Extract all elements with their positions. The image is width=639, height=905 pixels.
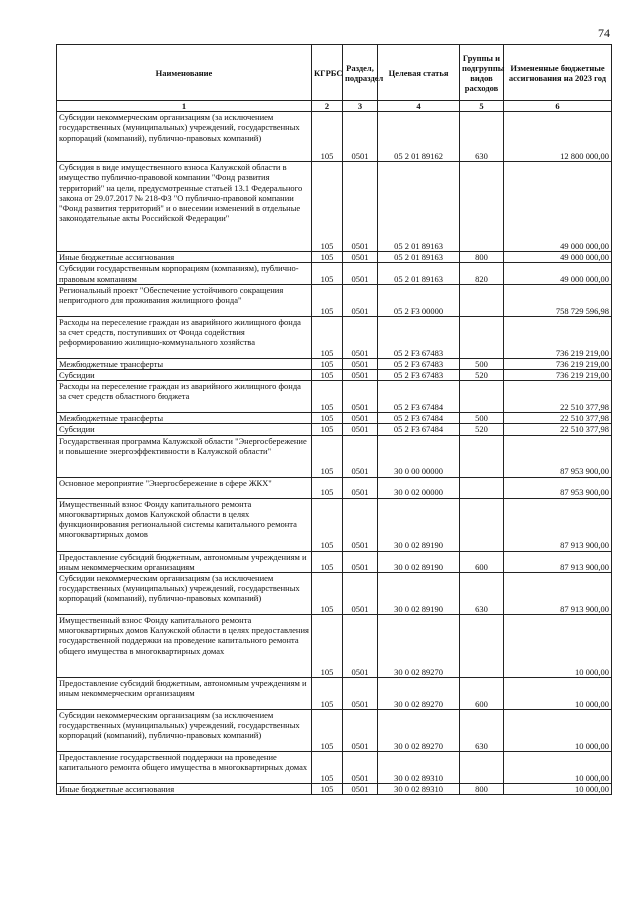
cell-group: 500: [460, 358, 504, 369]
cell-target: 30 0 02 00000: [378, 477, 460, 498]
cell-group: [460, 477, 504, 498]
cell-target: 05 2 01 89163: [378, 252, 460, 263]
cell-name: Иные бюджетные ассигнования: [57, 784, 312, 795]
table-row: [57, 413, 612, 424]
cell-group: [460, 615, 504, 678]
cell-group: 820: [460, 263, 504, 284]
cell-group: 500: [460, 413, 504, 424]
cell-amount: 10 000,00: [504, 710, 612, 752]
cell-target: 05 2 F3 67484: [378, 381, 460, 413]
cell-amount: 736 219 219,00: [504, 370, 612, 381]
cell-target: 05 2 F3 67484: [378, 424, 460, 435]
cell-amount: 49 000 000,00: [504, 263, 612, 284]
cell-amount: 87 913 900,00: [504, 573, 612, 615]
cell-group: 600: [460, 551, 504, 572]
cell-section: 0501: [343, 316, 378, 358]
cell-amount: 22 510 377,98: [504, 381, 612, 413]
cell-kgrbs: 105: [312, 678, 343, 710]
cell-group: [460, 498, 504, 551]
table-row: [57, 424, 612, 435]
cell-kgrbs: 105: [312, 162, 343, 252]
cell-amount: 10 000,00: [504, 784, 612, 795]
table-row: [57, 381, 612, 413]
cell-kgrbs: 105: [312, 424, 343, 435]
cell-name: Расходы на переселение граждан из аварийного жилищного фонда за счет средств, поступивших от Фонда содействия реформированию жилищно-коммунального хозяйства: [57, 316, 312, 358]
cell-amount: 10 000,00: [504, 615, 612, 678]
cell-kgrbs: 105: [312, 316, 343, 358]
cell-amount: 736 219 219,00: [504, 358, 612, 369]
table-row: [57, 784, 612, 795]
cell-name: Имущественный взнос Фонду капитального ремонта многоквартирных домов Калужской области в целях предоставления государственной поддержки на проведение капитального ремонта общего имущества в многоквартирных домах: [57, 615, 312, 678]
cell-group: 800: [460, 252, 504, 263]
cell-target: 30 0 02 89310: [378, 784, 460, 795]
header-group: Группы и подгруппы видов расходов: [460, 45, 504, 101]
header-amount: Измененные бюджетные ассигнования на 2023 год: [504, 45, 612, 101]
cell-section: 0501: [343, 498, 378, 551]
cell-kgrbs: 105: [312, 370, 343, 381]
cell-target: 30 0 00 00000: [378, 435, 460, 477]
cell-name: Имущественный взнос Фонду капитального ремонта многоквартирных домов Калужской области в целях функционирования региональной системы капитального ремонта многоквартирных домов: [57, 498, 312, 551]
column-number: 2: [312, 101, 343, 112]
cell-target: 30 0 02 89190: [378, 551, 460, 572]
cell-section: 0501: [343, 477, 378, 498]
cell-amount: 87 913 900,00: [504, 551, 612, 572]
column-number-row: [57, 101, 612, 112]
cell-group: 600: [460, 678, 504, 710]
cell-group: [460, 752, 504, 784]
cell-amount: 22 510 377,98: [504, 424, 612, 435]
cell-kgrbs: 105: [312, 413, 343, 424]
cell-section: 0501: [343, 162, 378, 252]
table-row: [57, 752, 612, 784]
table-row: [57, 710, 612, 752]
page-number: 74: [598, 26, 610, 40]
cell-amount: 12 800 000,00: [504, 112, 612, 162]
cell-group: 630: [460, 573, 504, 615]
cell-kgrbs: 105: [312, 784, 343, 795]
cell-target: 05 2 F3 67483: [378, 358, 460, 369]
cell-target: 05 2 F3 67483: [378, 316, 460, 358]
table-body: [57, 101, 612, 795]
column-number: 3: [343, 101, 378, 112]
cell-kgrbs: 105: [312, 710, 343, 752]
table-row: [57, 358, 612, 369]
cell-section: 0501: [343, 252, 378, 263]
cell-target: 30 0 02 89190: [378, 573, 460, 615]
cell-target: 05 2 F3 00000: [378, 284, 460, 316]
table-row: [57, 284, 612, 316]
cell-name: Субсидии государственным корпорациям (компаниям), публично-правовым компаниям: [57, 263, 312, 284]
cell-name: Межбюджетные трансферты: [57, 358, 312, 369]
cell-amount: 87 953 900,00: [504, 435, 612, 477]
table-row: [57, 112, 612, 162]
cell-amount: 87 953 900,00: [504, 477, 612, 498]
cell-section: 0501: [343, 615, 378, 678]
cell-section: 0501: [343, 284, 378, 316]
cell-kgrbs: 105: [312, 252, 343, 263]
cell-kgrbs: 105: [312, 263, 343, 284]
column-number: 6: [504, 101, 612, 112]
header-name: Наименование: [57, 45, 312, 101]
cell-kgrbs: 105: [312, 573, 343, 615]
cell-group: [460, 381, 504, 413]
cell-kgrbs: 105: [312, 435, 343, 477]
cell-name: Субсидии некоммерческим организациям (за исключением государственных (муниципальных) учреждений, государственных корпораций (компаний), публично-правовых компаний): [57, 710, 312, 752]
cell-group: 630: [460, 710, 504, 752]
header-kgrbs: КГРБС: [312, 45, 343, 101]
table-row: [57, 678, 612, 710]
header-target: Целевая статья: [378, 45, 460, 101]
cell-name: Межбюджетные трансферты: [57, 413, 312, 424]
cell-amount: 10 000,00: [504, 678, 612, 710]
cell-section: 0501: [343, 381, 378, 413]
cell-section: 0501: [343, 678, 378, 710]
cell-kgrbs: 105: [312, 752, 343, 784]
cell-amount: 736 219 219,00: [504, 316, 612, 358]
table-row: [57, 252, 612, 263]
table-row: [57, 316, 612, 358]
cell-amount: 49 000 000,00: [504, 162, 612, 252]
cell-name: Расходы на переселение граждан из аварийного жилищного фонда за счет средств областного бюджета: [57, 381, 312, 413]
cell-name: Субсидия в виде имущественного взноса Калужской области в имущество публично-правовой компании "Фонд развития территорий" на цели, предусмотренные статьей 13.1 Федерального закона от 29.07.2017 № 218-ФЗ "О публично-правовой компании "Фонд развития территорий" и о внесении изменений в отдельные законодательные акты Российской Федерации": [57, 162, 312, 252]
cell-name: Предоставление государственной поддержки на проведение капитального ремонта общего имущества в многоквартирных домах: [57, 752, 312, 784]
cell-name: Субсидии некоммерческим организациям (за исключением государственных (муниципальных) учреждений, государственных корпораций (компаний), публично-правовых компаний): [57, 112, 312, 162]
cell-target: 30 0 02 89310: [378, 752, 460, 784]
cell-kgrbs: 105: [312, 498, 343, 551]
header-section: Раздел, подраздел: [343, 45, 378, 101]
cell-section: 0501: [343, 752, 378, 784]
cell-target: 30 0 02 89270: [378, 678, 460, 710]
cell-target: 05 2 01 89163: [378, 162, 460, 252]
cell-section: 0501: [343, 573, 378, 615]
table-row: [57, 498, 612, 551]
table-row: [57, 263, 612, 284]
cell-group: [460, 316, 504, 358]
table-row: [57, 573, 612, 615]
cell-name: Субсидии: [57, 370, 312, 381]
cell-kgrbs: 105: [312, 284, 343, 316]
table-row: [57, 370, 612, 381]
cell-target: 05 2 F3 67484: [378, 413, 460, 424]
cell-section: 0501: [343, 370, 378, 381]
table-row: [57, 477, 612, 498]
cell-group: [460, 284, 504, 316]
cell-target: 05 2 F3 67483: [378, 370, 460, 381]
table-row: [57, 435, 612, 477]
column-number: 4: [378, 101, 460, 112]
cell-name: Государственная программа Калужской области "Энергосбережение и повышение энергоэффективности в Калужской области": [57, 435, 312, 477]
cell-kgrbs: 105: [312, 615, 343, 678]
table-row: [57, 162, 612, 252]
table-row: [57, 615, 612, 678]
cell-amount: 22 510 377,98: [504, 413, 612, 424]
cell-name: Региональный проект "Обеспечение устойчивого сокращения непригодного для проживания жилищного фонда": [57, 284, 312, 316]
cell-kgrbs: 105: [312, 381, 343, 413]
cell-kgrbs: 105: [312, 551, 343, 572]
cell-name: Субсидии некоммерческим организациям (за исключением государственных (муниципальных) учреждений, государственных корпораций (компаний), публично-правовых компаний): [57, 573, 312, 615]
cell-section: 0501: [343, 112, 378, 162]
cell-name: Основное мероприятие "Энергосбережение в сфере ЖКХ": [57, 477, 312, 498]
cell-section: 0501: [343, 551, 378, 572]
cell-section: 0501: [343, 710, 378, 752]
cell-target: 30 0 02 89190: [378, 498, 460, 551]
cell-amount: 49 000 000,00: [504, 252, 612, 263]
cell-group: 800: [460, 784, 504, 795]
cell-kgrbs: 105: [312, 477, 343, 498]
cell-target: 05 2 01 89163: [378, 263, 460, 284]
cell-name: Иные бюджетные ассигнования: [57, 252, 312, 263]
cell-section: 0501: [343, 358, 378, 369]
table-header: [57, 45, 612, 101]
cell-section: 0501: [343, 263, 378, 284]
cell-name: Предоставление субсидий бюджетным, автономным учреждениям и иным некоммерческим организациям: [57, 678, 312, 710]
cell-section: 0501: [343, 413, 378, 424]
cell-kgrbs: 105: [312, 112, 343, 162]
cell-name: Предоставление субсидий бюджетным, автономным учреждениям и иным некоммерческим организациям: [57, 551, 312, 572]
cell-section: 0501: [343, 424, 378, 435]
cell-kgrbs: 105: [312, 358, 343, 369]
column-number: 1: [57, 101, 312, 112]
cell-amount: 10 000,00: [504, 752, 612, 784]
cell-target: 05 2 01 89162: [378, 112, 460, 162]
cell-section: 0501: [343, 435, 378, 477]
cell-group: 520: [460, 424, 504, 435]
cell-group: 630: [460, 112, 504, 162]
cell-target: 30 0 02 89270: [378, 710, 460, 752]
column-number: 5: [460, 101, 504, 112]
cell-name: Субсидии: [57, 424, 312, 435]
budget-table: [56, 44, 612, 795]
cell-amount: 758 729 596,98: [504, 284, 612, 316]
table-row: [57, 551, 612, 572]
cell-section: 0501: [343, 784, 378, 795]
cell-amount: 87 913 900,00: [504, 498, 612, 551]
cell-target: 30 0 02 89270: [378, 615, 460, 678]
cell-group: [460, 435, 504, 477]
cell-group: [460, 162, 504, 252]
cell-group: 520: [460, 370, 504, 381]
